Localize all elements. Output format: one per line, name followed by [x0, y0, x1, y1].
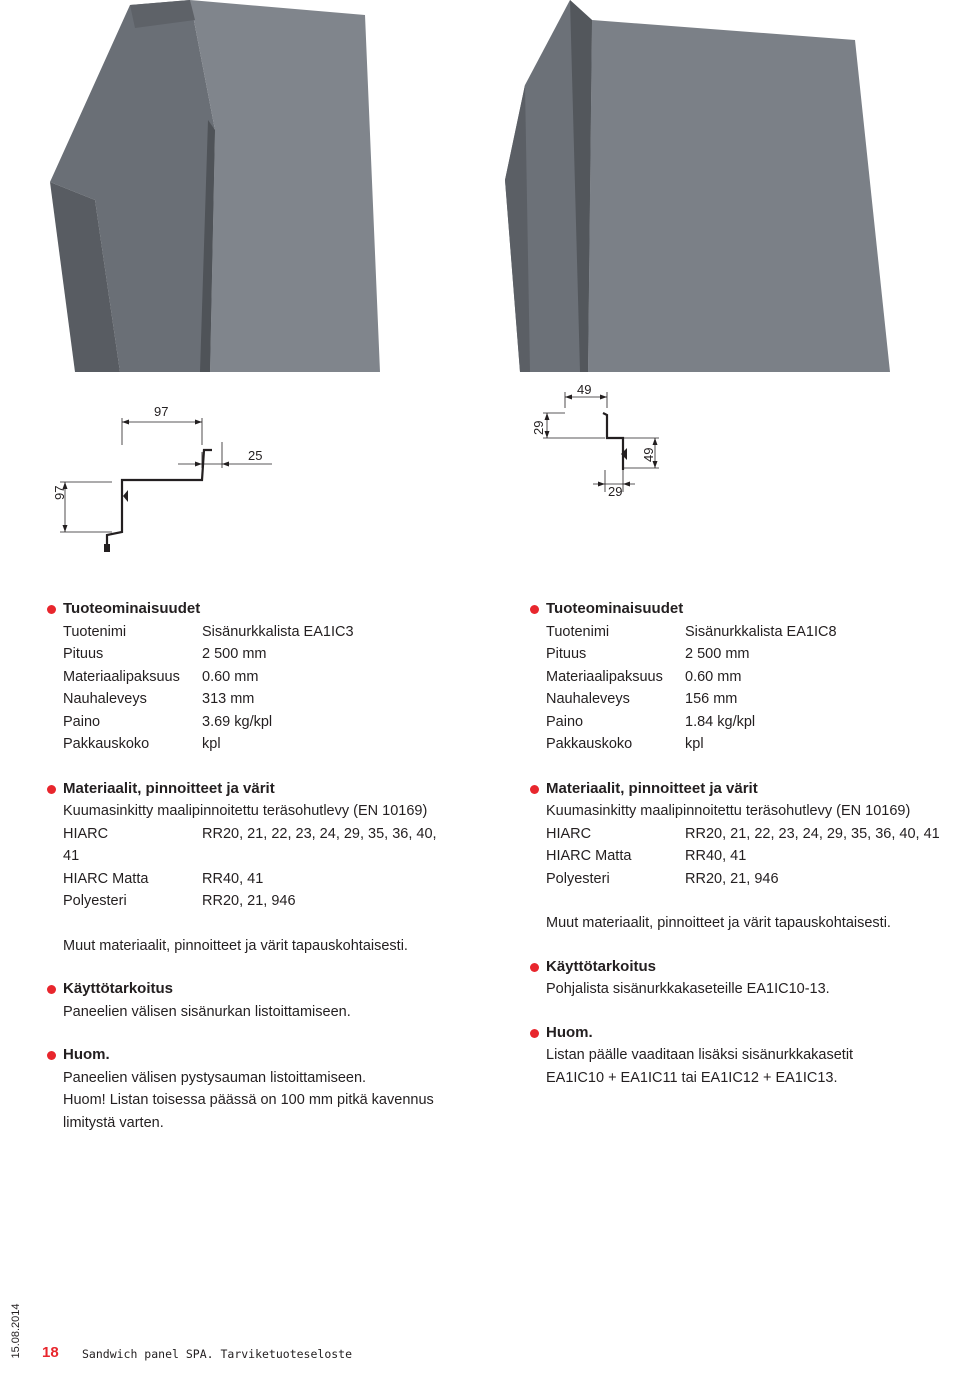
spec-row: Nauhaleveys 313 mm [63, 691, 255, 707]
bullet-icon [47, 785, 56, 794]
bullet-icon [530, 963, 539, 972]
note-line: EA1IC10 + EA1IC11 tai EA1IC12 + EA1IC13. [546, 1069, 838, 1086]
bullet-icon [530, 1029, 539, 1038]
materials-description: Kuumasinkitty maalipinnoitettu teräsohutlevy (EN 10169) [63, 803, 428, 819]
footer-date: 15.08.2014 [10, 1303, 22, 1359]
footer-title: Sandwich panel SPA. Tarviketuoteseloste [82, 1347, 353, 1361]
bullet-icon [530, 785, 539, 794]
dim-top-label: 97 [154, 404, 169, 419]
bullet-icon [47, 605, 56, 614]
usage-heading: Käyttötarkoitus [546, 956, 960, 979]
profile-drawing-ea1ic8 [525, 380, 675, 500]
material-row: HIARC RR20, 21, 22, 23, 24, 29, 35, 36, 40, [63, 825, 437, 842]
usage-text: Paneelien välisen sisänurkan listoittamiseen. [63, 1003, 351, 1020]
bullet-icon [47, 1051, 56, 1060]
page-number: 18 [42, 1344, 59, 1361]
material-row: HIARC Matta RR40, 41 [546, 848, 747, 864]
dim-side-label: 29 [531, 420, 546, 435]
product-properties-heading: Tuoteominaisuudet [63, 598, 503, 621]
left-spec-column [63, 598, 503, 1134]
dim-flange-label: 25 [248, 448, 263, 463]
material-row: Polyesteri RR20, 21, 946 [546, 870, 779, 887]
right-spec-column [546, 598, 960, 1089]
spec-row: Paino 3.69 kg/kpl [63, 713, 273, 730]
note-line: Huom! Listan toisessa päässä on 100 mm pitkä kavennus [63, 1092, 434, 1108]
note-line: limitystä varten. [63, 1114, 164, 1131]
spec-row: Paino 1.84 kg/kpl [546, 713, 756, 730]
spec-row: Nauhaleveys 156 mm [546, 691, 738, 707]
product-properties-heading: Tuoteominaisuudet [546, 598, 960, 621]
materials-note: Muut materiaalit, pinnoitteet ja värit tapauskohtaisesti. [546, 915, 891, 931]
note-heading: Huom. [546, 1022, 960, 1045]
note-line: Paneelien välisen pystysauman listoittamiseen. [63, 1069, 367, 1086]
dim-side-label: 97 [52, 485, 67, 500]
spec-row: Materiaalipaksuus 0.60 mm [63, 668, 259, 685]
dim-right-label: 49 [641, 447, 656, 462]
usage-heading: Käyttötarkoitus [63, 978, 503, 1001]
usage-text: Pohjalista sisänurkkakaseteille EA1IC10-13. [546, 981, 830, 997]
material-row: HIARC Matta RR40, 41 [63, 870, 264, 887]
material-row: 41 [63, 848, 80, 864]
profile-drawing-ea1ic3 [40, 390, 330, 565]
bullet-icon [530, 605, 539, 614]
material-row: Polyesteri RR20, 21, 946 [63, 893, 296, 909]
dim-bottom-label: 29 [608, 484, 623, 499]
bullet-icon [47, 985, 56, 994]
spec-row: Tuotenimi Sisänurkkalista EA1IC8 [546, 623, 837, 640]
spec-row: Pituus 2 500 mm [546, 646, 750, 662]
product-render-ea1ic3 [30, 0, 395, 372]
spec-row: Pituus 2 500 mm [63, 646, 267, 662]
materials-heading: Materiaalit, pinnoitteet ja värit [546, 778, 960, 801]
spec-row: Pakkauskoko kpl [546, 736, 704, 752]
materials-description: Kuumasinkitty maalipinnoitettu teräsohutlevy (EN 10169) [546, 803, 911, 819]
dim-top-label: 49 [577, 382, 592, 397]
spec-row: Materiaalipaksuus 0.60 mm [546, 668, 742, 685]
note-heading: Huom. [63, 1044, 503, 1067]
material-row: HIARC RR20, 21, 22, 23, 24, 29, 35, 36, 40, 41 [546, 825, 940, 842]
materials-heading: Materiaalit, pinnoitteet ja värit [63, 778, 503, 801]
materials-note: Muut materiaalit, pinnoitteet ja värit tapauskohtaisesti. [63, 937, 408, 954]
product-render-ea1ic8 [500, 0, 900, 372]
spec-row: Pakkauskoko kpl [63, 736, 221, 752]
note-line: Listan päälle vaaditaan lisäksi sisänurkkakasetit [546, 1047, 854, 1063]
spec-row: Tuotenimi Sisänurkkalista EA1IC3 [63, 623, 354, 640]
